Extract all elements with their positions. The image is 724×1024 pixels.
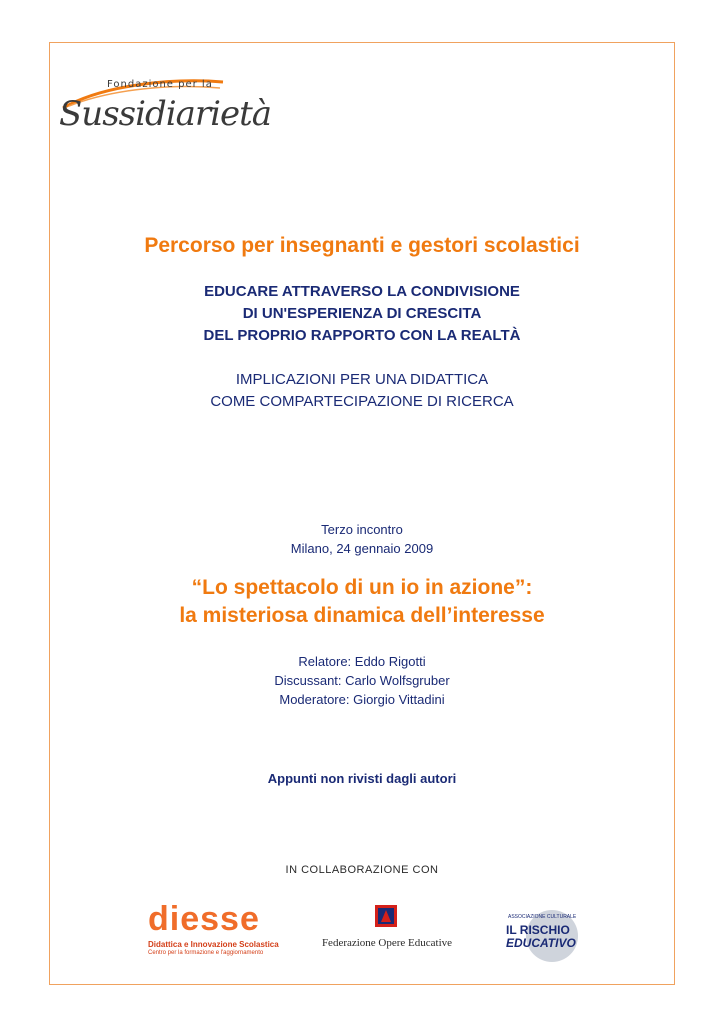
implication-line: IMPLICAZIONI PER UNA DIDATTICA xyxy=(235,371,489,388)
talk-title-line2: la misteriosa dinamica dell’interesse xyxy=(179,604,545,627)
rischio-educativo-logo xyxy=(500,906,580,966)
meeting-place-date: Milano, 24 gennaio 2009 xyxy=(290,541,434,556)
rischio-edu: EDUCATIVO xyxy=(506,936,576,950)
subtitle-line: DEL PROPRIO RAPPORTO CON LA REALTÀ xyxy=(203,327,521,344)
page-border xyxy=(49,42,675,985)
implication-block xyxy=(0,369,724,413)
moderator: Moderatore: Giorgio Vittadini xyxy=(279,692,445,707)
subtitle-block xyxy=(0,281,724,347)
logo-small-text: Fondazione per la xyxy=(107,79,213,90)
diesse-tagline: Didattica e Innovazione Scolastica xyxy=(148,940,279,949)
discussant: Discussant: Carlo Wolfsgruber xyxy=(274,673,450,688)
foe-mark-icon xyxy=(375,905,397,927)
editorial-note: Appunti non rivisti dagli autori xyxy=(267,771,457,786)
foe-name: Federazione Opere Educative xyxy=(321,937,453,949)
course-title: Percorso per insegnanti e gestori scolastici xyxy=(144,234,580,257)
meeting-info xyxy=(0,520,724,558)
rischio-name: IL RISCHIO xyxy=(506,923,570,937)
talk-title-line1: “Lo spettacolo di un io in azione”: xyxy=(191,576,533,599)
diesse-wordmark: diesse xyxy=(148,900,260,938)
implication-line: COME COMPARTECIPAZIONE DI RICERCA xyxy=(210,393,514,410)
diesse-subtagline: Centro per la formazione e l'aggiornamento xyxy=(148,950,264,956)
logo-wordmark: Sussidiarietà xyxy=(59,94,272,134)
meeting-number: Terzo incontro xyxy=(321,522,403,537)
speakers-block xyxy=(0,652,724,709)
foe-logo xyxy=(312,905,462,955)
collaboration-label: IN COLLABORAZIONE CON xyxy=(285,864,439,876)
subtitle-line: EDUCARE ATTRAVERSO LA CONDIVISIONE xyxy=(204,283,520,300)
speaker: Relatore: Eddo Rigotti xyxy=(298,654,426,669)
fondazione-sussidiarieta-logo xyxy=(55,76,272,146)
rischio-assoc-label: ASSOCIAZIONE CULTURALE xyxy=(508,914,577,920)
subtitle-line: DI UN'ESPERIENZA DI CRESCITA xyxy=(242,305,482,322)
talk-title xyxy=(0,574,724,630)
diesse-logo xyxy=(140,900,279,960)
